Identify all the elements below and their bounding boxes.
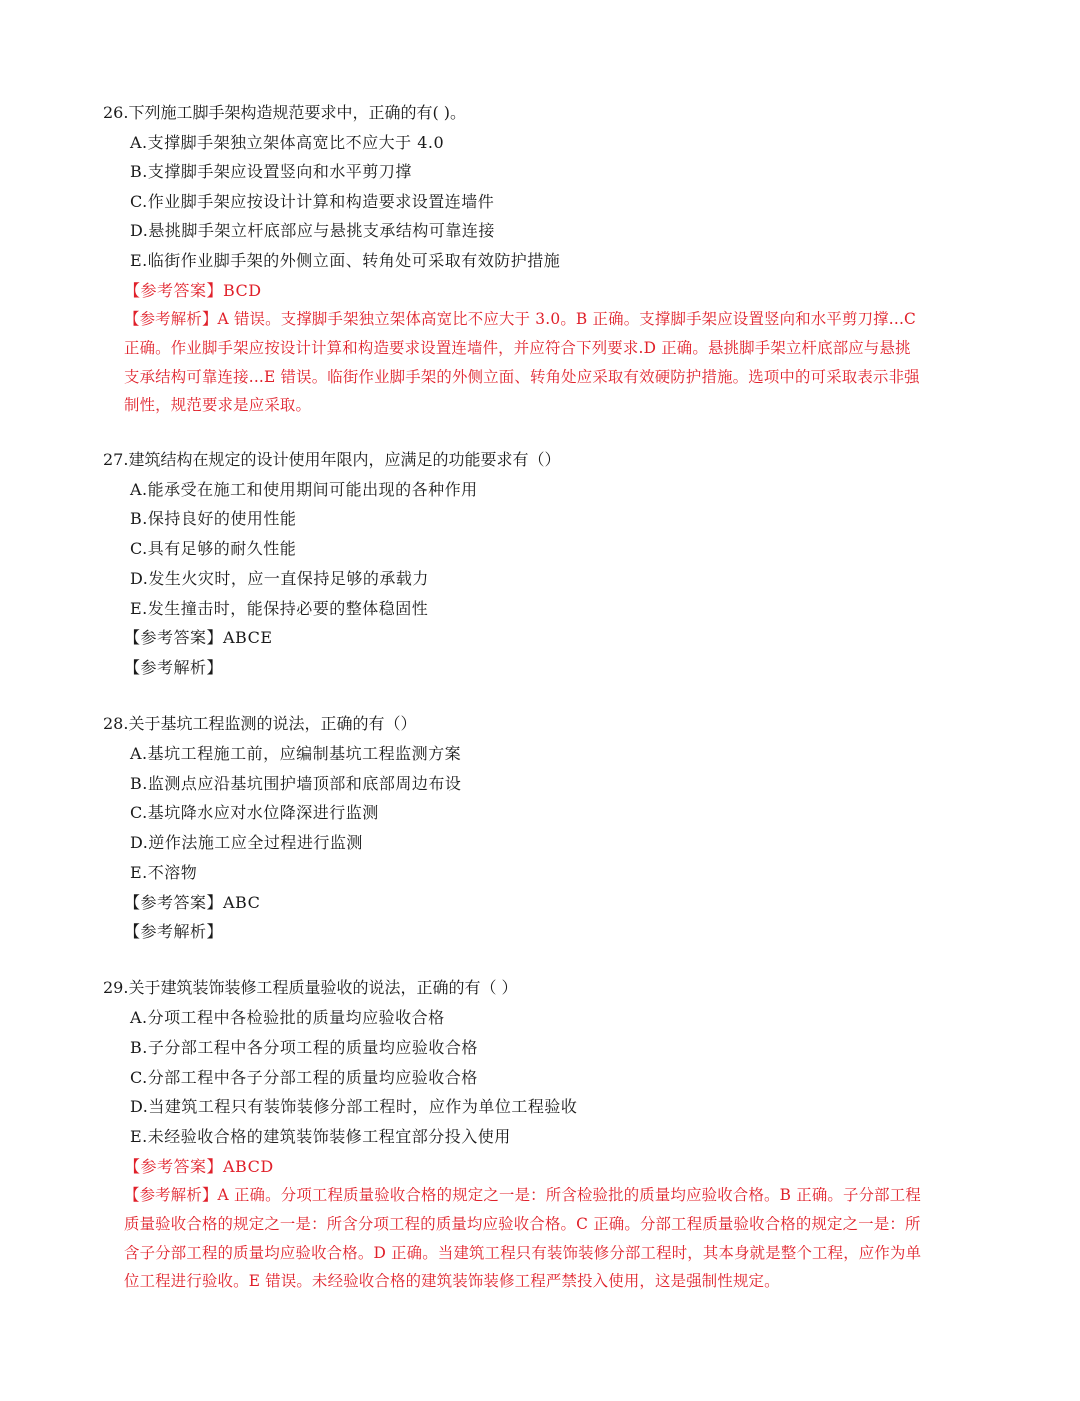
option-b: B.保持良好的使用性能 (130, 509, 297, 528)
option-a: A.基坑工程施工前，应编制基坑工程监测方案 (130, 744, 462, 763)
option-d: D.悬挑脚手架立杆底部应与悬挑支承结构可靠连接 (130, 221, 495, 240)
option-e: E.不溶物 (130, 863, 198, 882)
option-b: B.支撑脚手架应设置竖向和水平剪刀撑 (130, 162, 412, 181)
option-d: D.当建筑工程只有装饰装修分部工程时，应作为单位工程验收 (130, 1097, 578, 1116)
question-title: 27.建筑结构在规定的设计使用年限内，应满足的功能要求有（） (103, 450, 561, 469)
reference-analysis: 【参考解析】A 正确。分项工程质量验收合格的规定之一是：所含检验批的质量均应验收合格。B 正确。子分部工程质量验收合格的规定之一是：所含分项工程的质量均应验收合格。C 正确。分部工程质量验收合格的规定之一是：所含子分部工程的质量均应验收合格。D 正确。当建筑工程只有装饰装修分部工程时，其本身就是整个工程，应作为单位工程进行验收。E 错误。未经验收合格的建筑装饰装修工程严禁投入使用，这是强制性规定。 (124, 1186, 922, 1291)
option-b: B.监测点应沿基坑围护墙顶部和底部周边布设 (130, 774, 462, 793)
option-e: E.未经验收合格的建筑装饰装修工程宜部分投入使用 (130, 1127, 511, 1146)
option-a: A.分项工程中各检验批的质量均应验收合格 (130, 1008, 445, 1027)
reference-analysis: 【参考解析】A 错误。支撑脚手架独立架体高宽比不应大于 3.0。B 正确。支撑脚手架应设置竖向和水平剪刀撑...C 正确。作业脚手架应按设计计算和构造要求设置连墙件，并应符合下列要求.D 正确。悬挑脚手架立杆底部应与悬挑支承结构可靠连接...E 错误。临街作业脚手架的外侧立面、转角处应采取有效硬防护措施。选项中的可采取表示非强制性，规范要求是应采取。 (124, 310, 920, 415)
reference-answer: 【参考答案】ABCD (124, 1157, 274, 1176)
option-c: C.作业脚手架应按设计计算和构造要求设置连墙件 (130, 192, 495, 211)
reference-analysis-label: 【参考解析】 (124, 658, 224, 677)
option-e: E.发生撞击时，能保持必要的整体稳固性 (130, 599, 429, 618)
reference-answer: 【参考答案】ABC (124, 893, 261, 912)
option-a: A.能承受在施工和使用期间可能出现的各种作用 (130, 480, 478, 499)
option-d: D.发生火灾时，应一直保持足够的承载力 (130, 569, 429, 588)
option-a: A.支撑脚手架独立架体高宽比不应大于 4.0 (130, 133, 445, 152)
option-c: C.基坑降水应对水位降深进行监测 (130, 803, 379, 822)
option-c: C.具有足够的耐久性能 (130, 539, 297, 558)
option-b: B.子分部工程中各分项工程的质量均应验收合格 (130, 1038, 478, 1057)
option-c: C.分部工程中各子分部工程的质量均应验收合格 (130, 1068, 478, 1087)
reference-answer: 【参考答案】ABCE (124, 628, 273, 647)
question-title: 26.下列施工脚手架构造规范要求中，正确的有( )。 (103, 103, 467, 122)
question-title: 28.关于基坑工程监测的说法，正确的有（） (103, 714, 417, 733)
option-d: D.逆作法施工应全过程进行监测 (130, 833, 363, 852)
reference-analysis-label: 【参考解析】 (124, 922, 224, 941)
option-e: E.临街作业脚手架的外侧立面、转角处可采取有效防护措施 (130, 251, 561, 270)
reference-answer: 【参考答案】BCD (124, 281, 262, 300)
question-title: 29.关于建筑装饰装修工程质量验收的说法，正确的有（ ） (103, 978, 518, 997)
